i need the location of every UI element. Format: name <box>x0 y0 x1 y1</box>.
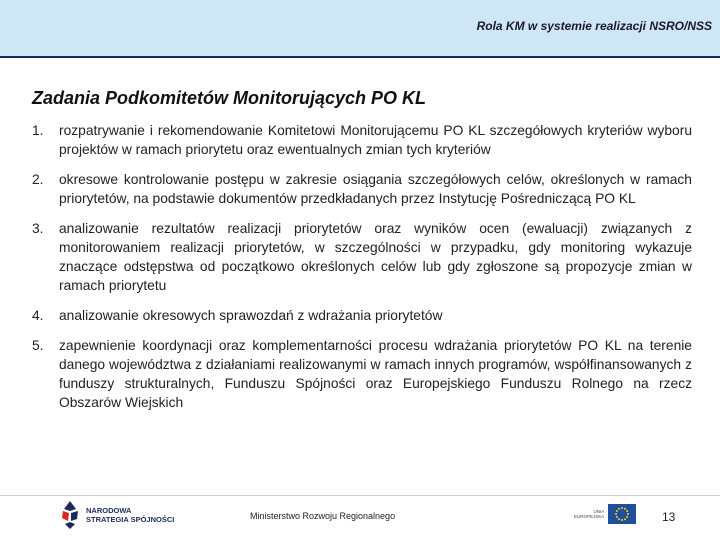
eu-logo <box>574 504 636 524</box>
header-title: Rola KM w systemie realizacji NSRO/NSS <box>476 19 712 33</box>
task-item <box>32 219 692 295</box>
header-band <box>0 0 720 56</box>
task-number: 5. <box>32 338 44 353</box>
eu-label-line2: EUROPEJSKA <box>574 514 605 519</box>
task-text: analizowanie okresowych sprawozdań z wdrażania priorytetów <box>59 308 443 323</box>
nss-logo-line2: STRATEGIA SPÓJNOŚCI <box>86 515 175 524</box>
task-text: rozpatrywanie i rekomendowanie Komitetowi Monitorującemu PO KL szczegółowych kryteriów wyboru projektów w ramach priorytetu oraz ewentualnych zmian tych kryteriów <box>59 123 692 157</box>
nss-emblem-icon <box>60 500 80 530</box>
task-item <box>32 170 692 208</box>
task-number: 1. <box>32 123 44 138</box>
eu-flag-icon <box>608 504 636 524</box>
nss-logo-text <box>86 506 174 524</box>
ministry-name: Ministerstwo Rozwoju Regionalnego <box>250 511 396 521</box>
task-number: 2. <box>32 172 44 187</box>
eu-label <box>574 509 604 520</box>
nss-logo <box>60 500 174 530</box>
task-number: 3. <box>32 221 44 236</box>
task-item <box>32 306 692 325</box>
slide-title: Zadania Podkomitetów Monitorujących PO KL <box>32 88 427 108</box>
nss-logo-line1: NARODOWA <box>86 506 132 515</box>
task-list <box>32 121 692 423</box>
eu-label-line1: UNIA <box>593 508 605 514</box>
task-text: okresowe kontrolowanie postępu w zakresie osiągania szczegółowych celów, określonych w ramach priorytetów, na podstawie dokumentów przedkładanych przez Instytucję Pośredniczącą PO KL <box>59 172 692 206</box>
task-number: 4. <box>32 308 44 323</box>
task-item <box>32 336 692 412</box>
task-text: analizowanie rezultatów realizacji priorytetów oraz wyników ocen (ewaluacji) związanych z monitorowaniem realizacji priorytetów, w szczególności w przypadku, gdy monitoring wykazuje znaczące odstępstwa od początkowo określonych celów lub gdy zgłoszone są propozycje zmian w ramach priorytetu <box>59 221 692 293</box>
header-divider <box>0 56 720 58</box>
task-item <box>32 121 692 159</box>
task-text: zapewnienie koordynacji oraz komplementarności procesu wdrażania priorytetów PO KL na terenie danego województwa z działaniami realizowanymi w ramach innych programów, współfinansowanych z funduszy strukturalnych, Funduszu Spójności oraz Europejskiego Funduszu Rolnego na rzecz Obszarów Wiejskich <box>59 338 692 410</box>
page-number: 13 <box>662 510 676 524</box>
footer-divider <box>0 495 720 496</box>
